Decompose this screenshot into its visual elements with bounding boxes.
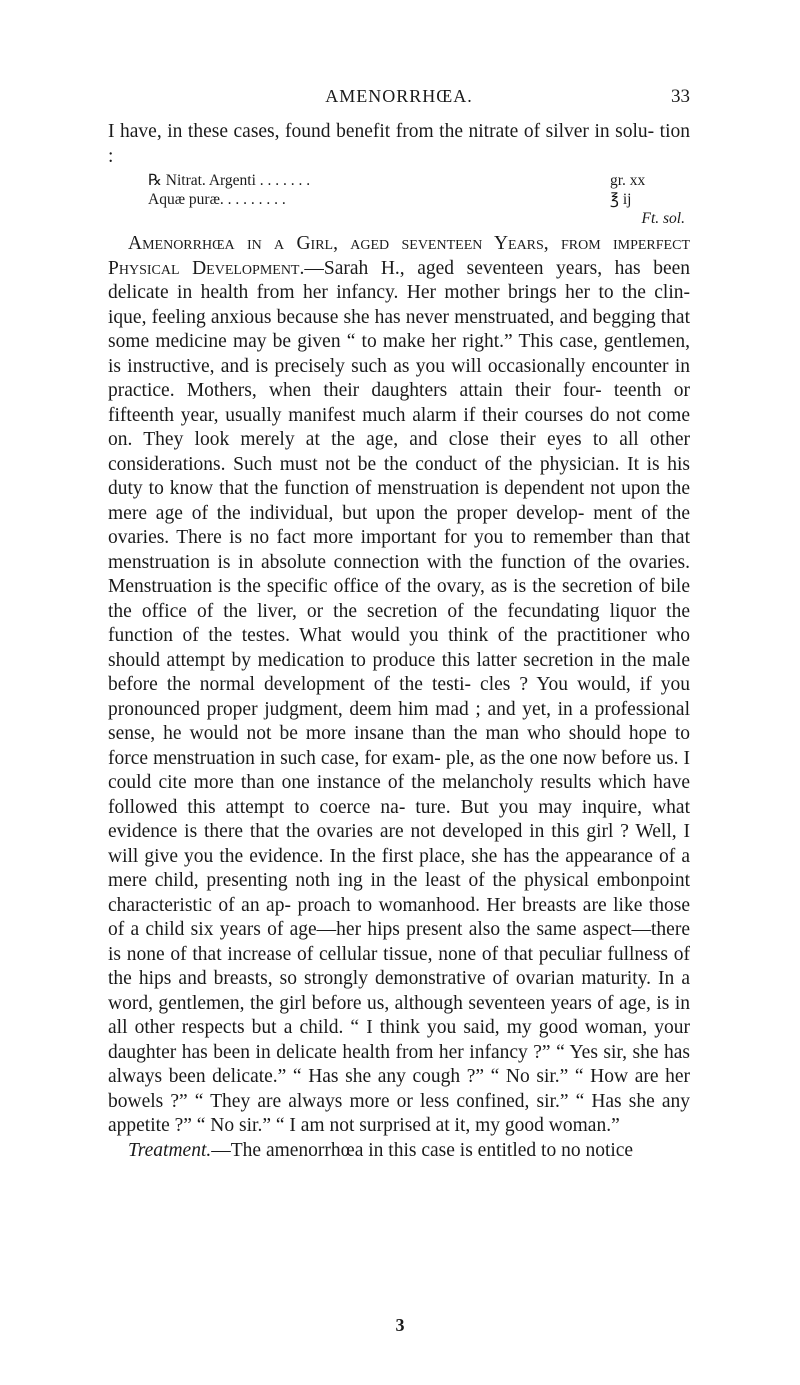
prescription [108,171,690,228]
running-head [108,86,690,116]
prescription-item [108,190,690,209]
prescription-ingredient: ℞ Nitrat. Argenti . . . . . . . [148,172,311,189]
case-text: —Sarah H., aged seventeen years, has been delicate in health from her infancy. Her mother brings her to the clin- ique, feeling anxious because she has never menstruated, and begging that some medicine may be given “ to make her right.” This case, gentlemen, is instructive, and is precisely such as you will occasionally encounter in practice. Mothers, when their daughters attain their four- teenth or fifteenth year, usually manifest much alarm if their courses do not come on. They look merely at the age, and close their eyes to all other considerations. Such must not be the conduct of the physician. It is his duty to know that the function of menstruation is dependent not upon the mere age of the individual, but upon the proper develop- ment of the ovaries. There is no fact more important for you to remember than that menstruation is in absolute connection with the function of the ovaries. Menstruation is the specific office of the ovary, as is the secretion of bile the office of the liver, or the secretion of the fecundating liquor the function of the testes. What would you think of the practitioner who should attempt by medication to produce this latter secretion in the male before the normal development of the testi- cles ? You would, if you pronounced proper judgment, deem him mad ; and yet, in a professional sense, he would not be more insane than the man who should hope to force menstruation in such case, for exam- ple, as the one now before us. I could cite more than one instance of the melancholy results which have followed this attempt to coerce na- ture. But you may inquire, what evidence is there that the ovaries are not developed in this girl ? Well, I will give you the evidence. In the first place, she has the appearance of a mere child, presenting noth ing in the least of the physical embonpoint characteristic of an ap- proach to womanhood. Her breasts are like those of a child six years of age—her hips present also the same aspect—there is none of that increase of cellular tissue, none of that peculiar fullness of the hips and breasts, so strongly demonstrative of ovarian maturity. In a word, gentlemen, the girl before us, although seventeen years of age, is in all other respects but a child. “ I think you said, my good woman, your daughter has been in delicate health from her infancy ?” “ Yes sir, she has always been delicate.” “ Has she any cough ?” “ No sir.” “ How are her bowels ?” “ They are always more or less confined, sir.” “ Has she any appetite ?” “ No sir.” “ I am not surprised at it, my good woman.” [108,257,691,1136]
intro-paragraph: I have, in these cases, found benefit from the nitrate of silver in solu- tion : [108,121,690,167]
signature-mark: 3 [395,1315,405,1335]
section-heading: Amenorrhœa in a Girl, aged seventeen Years, from imperfect Physical Development. [108,233,690,279]
prescription-amount: ℥ ij [610,191,632,208]
body-text [108,120,690,1163]
running-title: AMENORRHŒA. [325,86,473,106]
treatment-label: Treatment. [128,1139,212,1161]
prescription-signature: Ft. sol. [641,210,685,227]
treatment-text: —The amenorrhœa in this case is entitled to no notice [211,1139,634,1161]
treatment-paragraph [108,1139,690,1164]
prescription-item [108,171,690,190]
page-number: 33 [671,86,690,107]
prescription-ingredient: Aquæ puræ. . . . . . . . . [148,191,286,208]
prescription-amount: gr. xx [610,172,646,189]
case-paragraph [108,232,690,1139]
